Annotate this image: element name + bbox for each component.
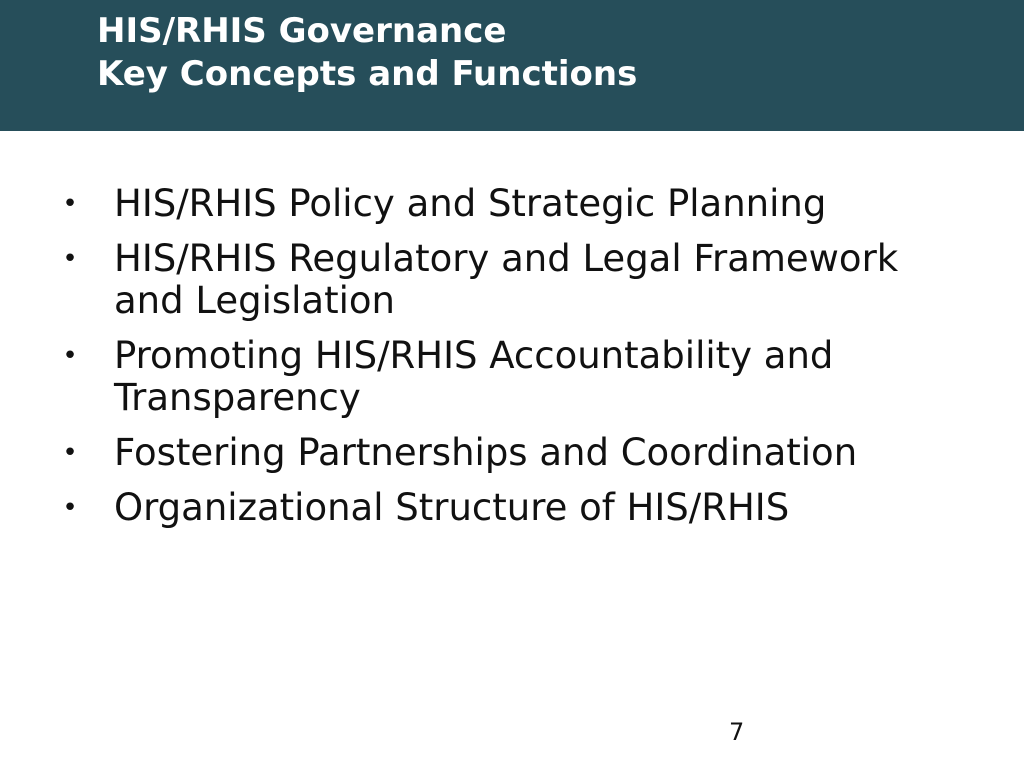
bullet-item — [60, 183, 960, 225]
bullet-item — [60, 432, 960, 474]
slide-header — [0, 0, 1024, 131]
bullet-text: HIS/RHIS Regulatory and Legal Framework and Legislation — [114, 237, 899, 322]
bullet-dot-icon: • — [62, 438, 78, 468]
bullet-text: Organizational Structure of HIS/RHIS — [114, 486, 790, 529]
slide-title-line-1: HIS/RHIS Governance — [97, 11, 507, 51]
bullet-text: HIS/RHIS Policy and Strategic Planning — [114, 182, 827, 225]
page-number: 7 — [729, 718, 745, 746]
bullet-item — [60, 487, 960, 529]
bullet-dot-icon: • — [62, 189, 78, 219]
bullet-item — [60, 335, 960, 419]
slide-title-line-2: Key Concepts and Functions — [97, 54, 638, 94]
bullet-text: Promoting HIS/RHIS Accountability and Transparency — [114, 334, 834, 419]
slide-title — [97, 10, 637, 96]
bullet-item — [60, 238, 960, 322]
bullet-text: Fostering Partnerships and Coordination — [114, 431, 858, 474]
bullet-dot-icon: • — [62, 244, 78, 274]
bullet-list — [60, 183, 960, 542]
bullet-dot-icon: • — [62, 493, 78, 523]
bullet-dot-icon: • — [62, 341, 78, 371]
